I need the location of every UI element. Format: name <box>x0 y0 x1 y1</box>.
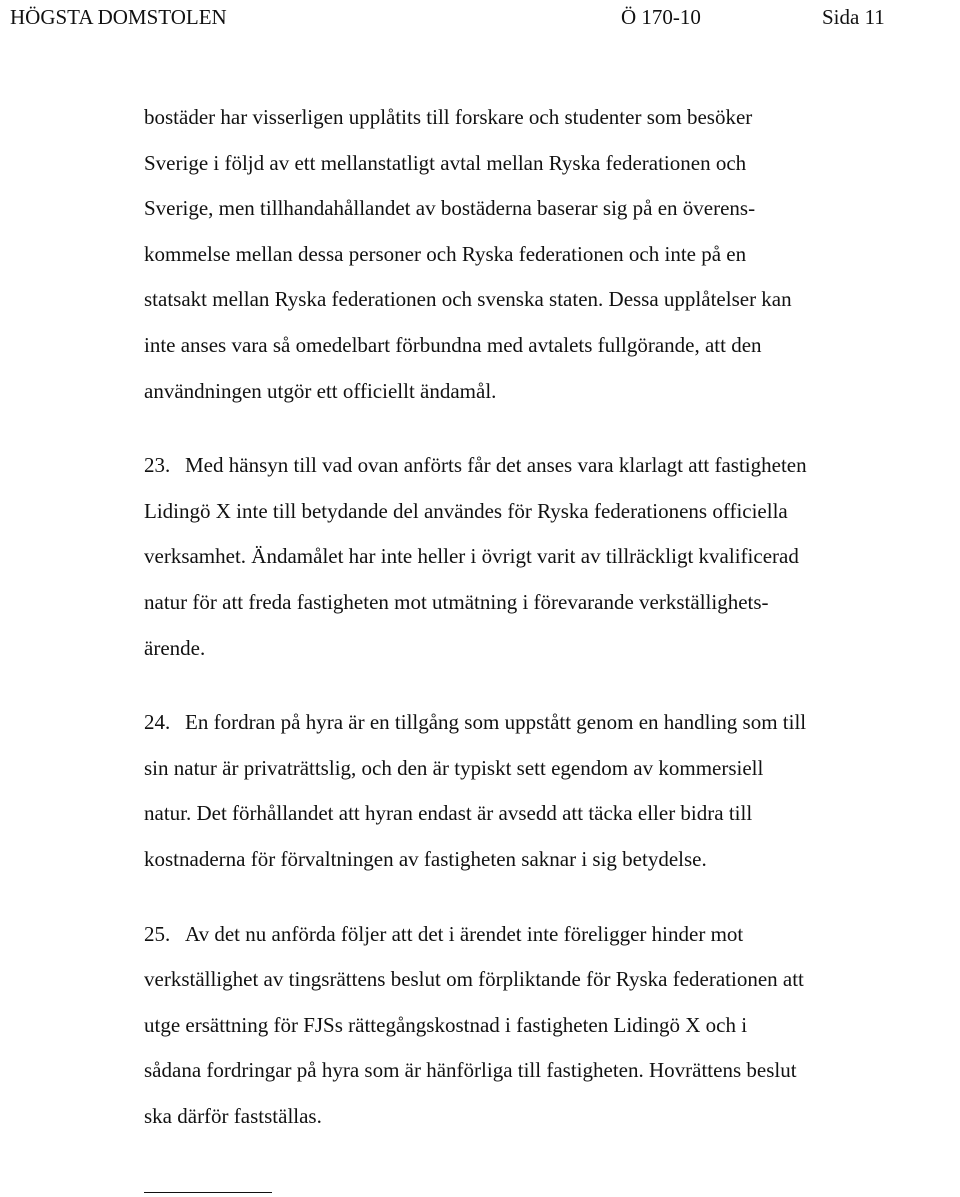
page-header <box>10 2 910 32</box>
paragraph-gap <box>144 883 956 912</box>
text-line: ska därför fastställas. <box>144 1103 322 1128</box>
text-line: verkställighet av tingsrättens beslut om förpliktande för Ryska federationen att <box>144 967 804 992</box>
case-number: Ö 170-10 <box>621 5 701 29</box>
text-line <box>144 700 956 746</box>
text-line: kostnaderna för förvaltningen av fastigheten saknar i sig betydelse. <box>144 846 707 871</box>
paragraph-gap <box>144 414 956 443</box>
paragraph-number: 23. <box>144 453 171 478</box>
text-line: inte anses vara så omedelbart förbundna med avtalets fullgörande, att den <box>144 332 762 357</box>
text-line: ärende. <box>144 635 206 660</box>
text-line: kommelse mellan dessa personer och Ryska federationen och inte på en <box>144 241 747 266</box>
line-text: Av det nu anförda följer att det i ärendet inte föreligger hinder mot <box>185 921 744 946</box>
paragraph-24 <box>144 700 956 882</box>
page-number: Sida 11 <box>822 5 885 29</box>
document-body <box>144 95 956 1139</box>
text-line: statsakt mellan Ryska federationen och svenska staten. Dessa upplåtelser kan <box>144 287 792 312</box>
paragraph-number: 24. <box>144 710 171 735</box>
text-line: Lidingö X inte till betydande del användes för Ryska federationens officiella <box>144 498 788 523</box>
paragraph-number: 25. <box>144 921 171 946</box>
line-text: En fordran på hyra är en tillgång som uppstått genom en handling som till <box>185 710 807 735</box>
text-line: sin natur är privaträttslig, och den är typiskt sett egendom av kommersiell <box>144 755 764 780</box>
text-line: sådana fordringar på hyra som är hänförliga till fastigheten. Hovrättens beslut <box>144 1058 797 1083</box>
court-name: HÖGSTA DOMSTOLEN <box>10 5 227 29</box>
text-line: natur för att freda fastigheten mot utmätning i förevarande verkställighets- <box>144 589 769 614</box>
paragraph-25 <box>144 912 956 1140</box>
document-end-rule <box>144 1192 272 1193</box>
paragraph-gap <box>144 671 956 700</box>
text-line: bostäder har visserligen upplåtits till forskare och studenter som besöker <box>144 105 753 129</box>
text-line: natur. Det förhållandet att hyran endast är avsedd att täcka eller bidra till <box>144 801 753 826</box>
text-line <box>144 912 956 958</box>
text-line: utge ersättning för FJSs rättegångskostnad i fastigheten Lidingö X och i <box>144 1012 748 1037</box>
line-text: Med hänsyn till vad ovan anförts får det anses vara klarlagt att fastigheten <box>185 453 807 478</box>
text-line: verksamhet. Ändamålet har inte heller i övrigt varit av tillräckligt kvalificerad <box>144 544 799 569</box>
continued-paragraph <box>144 95 956 414</box>
text-line: användningen utgör ett officiellt ändamål. <box>144 378 497 403</box>
text-line <box>144 443 956 489</box>
text-line: Sverige i följd av ett mellanstatligt avtal mellan Ryska federationen och <box>144 150 747 175</box>
paragraph-23 <box>144 443 956 671</box>
text-line: Sverige, men tillhandahållandet av bostäderna baserar sig på en överens- <box>144 196 756 221</box>
